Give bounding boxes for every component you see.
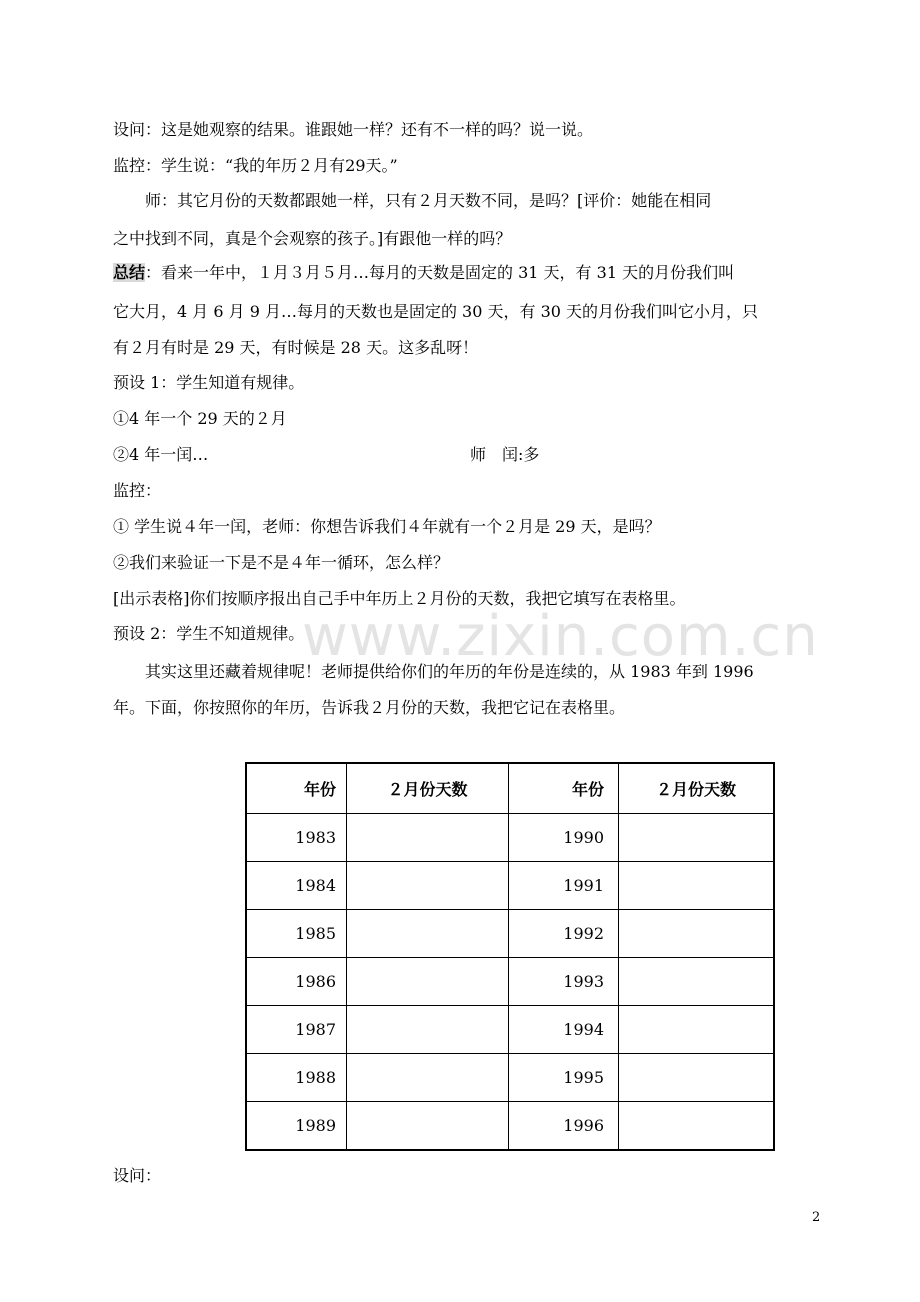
year-cell: 1990 [509, 814, 619, 862]
year-cell: 1994 [509, 1006, 619, 1054]
days-cell [619, 1006, 775, 1054]
year-cell: 1986 [246, 958, 347, 1006]
header-year: 年份 [246, 763, 347, 814]
days-cell [619, 1054, 775, 1102]
text-line: ②我们来验证一下是不是４年一循环，怎么样？ [113, 553, 450, 572]
table-row [246, 862, 774, 910]
days-cell [347, 862, 509, 910]
days-cell [619, 1102, 775, 1151]
summary-line: 它大月，4 月 6 月 9 月…每月的天数也是固定的 30 天，有 30 天的月份我们叫它小月，只 [113, 302, 759, 321]
days-cell [619, 910, 775, 958]
text-line: 设问：这是她观察的结果。谁跟她一样？还有不一样的吗？说一说。 [113, 120, 594, 139]
summary-line: 有２月有时是 29 天，有时候是 28 天。这多乱呀！ [113, 338, 479, 357]
table-header-row [246, 763, 774, 814]
year-cell: 1989 [246, 1102, 347, 1151]
summary-label: 总结 [113, 263, 146, 282]
text-line: 监控： [113, 481, 162, 500]
text-line: 预设 2：学生不知道规律。 [113, 624, 305, 643]
header-feb-days: ２月份天数 [347, 763, 509, 814]
text-line: ②4 年一闰… [113, 445, 209, 464]
february-days-table [245, 762, 775, 1151]
summary-text: ：看来一年中，１月３月５月…每月的天数是固定的 31 天，有 31 天的月份我们叫 [145, 263, 735, 282]
table-row [246, 814, 774, 862]
year-cell: 1983 [246, 814, 347, 862]
text-line: 之中找到不同，真是个会观察的孩子。]有跟他一样的吗？ [113, 229, 512, 248]
text-line: 设问： [113, 1166, 162, 1185]
text-line: 师：其它月份的天数都跟她一样，只有２月天数不同，是吗？[评价：她能在相同 [113, 191, 712, 210]
text-line: [出示表格]你们按顺序报出自己手中年历上２月份的天数，我把它填写在表格里。 [113, 589, 686, 608]
year-cell: 1995 [509, 1054, 619, 1102]
days-cell [347, 1102, 509, 1151]
year-cell: 1988 [246, 1054, 347, 1102]
year-cell: 1992 [509, 910, 619, 958]
text-line: ① 学生说４年一闰，老师：你想告诉我们４年就有一个２月是 29 天，是吗？ [113, 517, 661, 536]
text-line: 师 闰:多 [470, 445, 540, 464]
table-row [246, 910, 774, 958]
text-line: 年。下面，你按照你的年历，告诉我２月份的天数，我把它记在表格里。 [113, 698, 626, 717]
table-row [246, 1006, 774, 1054]
days-cell [619, 814, 775, 862]
text-line: 其实这里还藏着规律呢！老师提供给你们的年历的年份是连续的，从 1983 年到 1996 [113, 662, 754, 681]
page-number: 2 [812, 1210, 821, 1225]
table-row [246, 1054, 774, 1102]
days-cell [347, 958, 509, 1006]
year-cell: 1987 [246, 1006, 347, 1054]
table-row [246, 1102, 774, 1151]
days-cell [347, 814, 509, 862]
year-cell: 1996 [509, 1102, 619, 1151]
header-feb-days: ２月份天数 [619, 763, 775, 814]
header-year: 年份 [509, 763, 619, 814]
days-cell [619, 958, 775, 1006]
days-cell [619, 862, 775, 910]
text-line: 预设 1：学生知道有规律。 [113, 373, 305, 392]
summary-line [113, 263, 808, 283]
text-line: ①4 年一个 29 天的２月 [113, 409, 287, 428]
days-cell [347, 1054, 509, 1102]
year-cell: 1984 [246, 862, 347, 910]
year-cell: 1985 [246, 910, 347, 958]
year-cell: 1993 [509, 958, 619, 1006]
days-cell [347, 910, 509, 958]
table-row [246, 958, 774, 1006]
year-cell: 1991 [509, 862, 619, 910]
watermark: www.zixin.com.cn [302, 604, 819, 669]
text-line: 监控：学生说：“我的年历２月有29天。” [113, 156, 398, 175]
days-cell [347, 1006, 509, 1054]
